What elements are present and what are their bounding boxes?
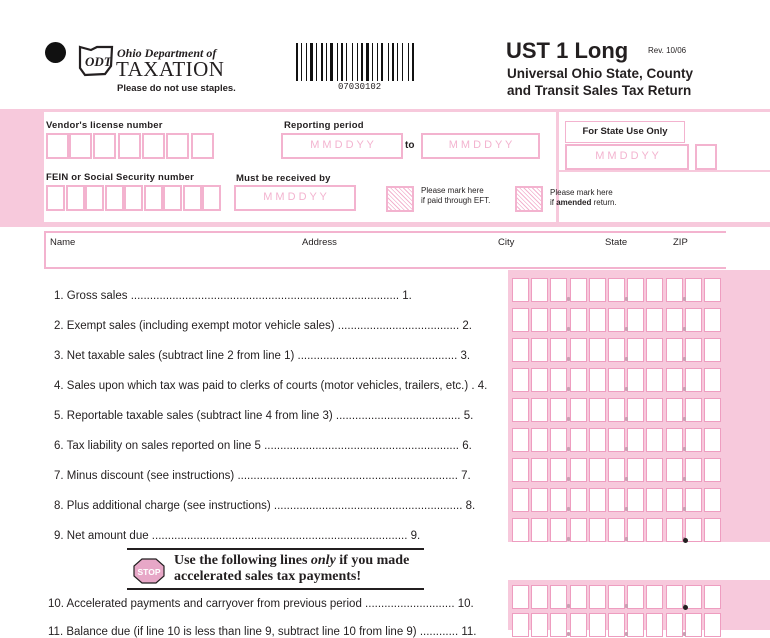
thousands-separator <box>625 477 628 481</box>
thousands-separator <box>625 604 628 608</box>
amount-digit-box[interactable] <box>608 518 625 542</box>
stop-note-rule-top <box>127 548 424 550</box>
amount-digit-box[interactable] <box>570 308 587 332</box>
barcode-bar <box>337 43 338 81</box>
amount-digit-box[interactable] <box>646 398 663 422</box>
amount-digit-box[interactable] <box>627 398 644 422</box>
address-zip-label: ZIP <box>673 237 688 248</box>
fein-digit[interactable] <box>202 185 221 211</box>
address-city-label: City <box>498 237 515 248</box>
amount-digit-box[interactable] <box>608 428 625 452</box>
amount-field[interactable] <box>512 338 722 362</box>
amount-digit-box[interactable] <box>589 488 606 512</box>
amount-digit-box[interactable] <box>627 428 644 452</box>
agency-name-line2: TAXATION <box>116 57 225 81</box>
reporting-period-label: Reporting period <box>284 120 364 131</box>
amount-digit-box[interactable] <box>646 458 663 482</box>
barcode-bar <box>408 43 409 81</box>
amount-digit-box[interactable] <box>685 488 702 512</box>
amount-digit-box[interactable] <box>608 308 625 332</box>
amount-digit-box[interactable] <box>685 398 702 422</box>
amount-digit-box[interactable] <box>570 338 587 362</box>
fein-digit[interactable] <box>183 185 202 211</box>
amount-digit-box[interactable] <box>646 368 663 392</box>
amount-digit-box[interactable] <box>550 308 567 332</box>
stop-sign-icon <box>133 558 165 584</box>
amended-note-prefix: if <box>550 198 557 207</box>
amount-digit-box[interactable] <box>570 398 587 422</box>
amount-digit-box[interactable] <box>627 585 644 609</box>
amended-note-bold: amended <box>556 198 592 207</box>
address-name-label: Name <box>50 237 76 248</box>
thousands-separator <box>625 447 628 451</box>
barcode-bar <box>346 43 347 81</box>
amount-digit-box[interactable] <box>531 308 548 332</box>
amount-digit-box[interactable] <box>512 308 529 332</box>
tax-line-label: 1. Gross sales .................................................................................... 1. <box>54 290 412 302</box>
state-use-placeholder: M M D D Y Y <box>595 150 659 162</box>
amount-field[interactable] <box>512 398 722 422</box>
amount-digit-box[interactable] <box>531 338 548 362</box>
amount-digit-box[interactable] <box>704 338 721 362</box>
amount-digit-box[interactable] <box>608 458 625 482</box>
amount-digit-box[interactable] <box>666 585 683 609</box>
stop-sign-text: STOP <box>137 567 161 577</box>
thousands-separator <box>625 327 628 331</box>
amended-note-line2 <box>550 198 617 208</box>
address-state-label: State <box>605 237 628 248</box>
amount-digit-box[interactable] <box>570 278 587 302</box>
barcode-bar <box>316 43 317 81</box>
barcode-bar <box>412 43 414 81</box>
amount-field[interactable] <box>512 278 722 302</box>
amount-digit-box[interactable] <box>685 338 702 362</box>
period-start-placeholder: M M D D Y Y <box>310 139 374 151</box>
amount-digit-box[interactable] <box>666 488 683 512</box>
amount-digit-box[interactable] <box>512 488 529 512</box>
amount-digit-box[interactable] <box>685 428 702 452</box>
amount-digit-box[interactable] <box>550 368 567 392</box>
amount-digit-box[interactable] <box>570 368 587 392</box>
amount-digit-box[interactable] <box>589 518 606 542</box>
amount-field[interactable] <box>512 368 722 392</box>
barcode-bar <box>366 43 369 81</box>
barcode-bar <box>326 43 327 81</box>
amount-digit-box[interactable] <box>550 585 567 609</box>
stop-note-pre: Use the following lines <box>174 553 311 568</box>
amount-digit-box[interactable] <box>627 368 644 392</box>
to-label: to <box>405 140 415 151</box>
amount-digit-box[interactable] <box>685 308 702 332</box>
eft-note-line1: Please mark here <box>421 186 484 195</box>
barcode-bar <box>381 43 383 81</box>
amount-digit-box[interactable] <box>704 518 721 542</box>
thousands-separator <box>683 327 686 331</box>
vendor-license-digit[interactable] <box>46 133 69 159</box>
amount-digit-box[interactable] <box>531 368 548 392</box>
thousands-separator <box>625 632 628 636</box>
revision-date: Rev. 10/06 <box>648 46 687 55</box>
barcode-bar <box>341 43 343 81</box>
amount-digit-box[interactable] <box>550 518 567 542</box>
amount-digit-box[interactable] <box>550 428 567 452</box>
amount-digit-box[interactable] <box>627 613 644 637</box>
thousands-separator <box>683 632 686 636</box>
amount-digit-box[interactable] <box>550 458 567 482</box>
amount-digit-box[interactable] <box>589 278 606 302</box>
amount-digit-box[interactable] <box>646 585 663 609</box>
amount-digit-box[interactable] <box>627 278 644 302</box>
tax-line-label: 6. Tax liability on sales reported on line 5 ............................................................. 6. <box>54 440 472 452</box>
address-address-label: Address <box>302 237 337 248</box>
thousands-separator <box>625 417 628 421</box>
barcode-bar <box>306 43 307 81</box>
eft-note-line2: if paid through EFT. <box>421 196 491 205</box>
amount-digit-box[interactable] <box>570 518 587 542</box>
must-receive-field[interactable] <box>234 185 356 211</box>
eft-checkbox[interactable] <box>386 186 414 212</box>
amount-digit-box[interactable] <box>531 488 548 512</box>
amount-digit-box[interactable] <box>512 338 529 362</box>
state-use-label: For State Use Only <box>582 126 668 137</box>
amount-digit-box[interactable] <box>704 458 721 482</box>
amount-field[interactable] <box>512 308 722 332</box>
barcode-bar <box>377 43 378 81</box>
thousands-separator <box>683 417 686 421</box>
amount-digit-box[interactable] <box>570 613 587 637</box>
amount-digit-box[interactable] <box>685 278 702 302</box>
barcode-bar <box>388 43 389 81</box>
barcode-bar <box>301 43 302 81</box>
barcode-bars <box>296 43 436 81</box>
stop-note-rule-bottom <box>127 588 424 590</box>
barcode-bar <box>330 43 333 81</box>
vendor-license-digit[interactable] <box>142 133 165 159</box>
amount-digit-box[interactable] <box>531 398 548 422</box>
stop-note-post: if you made <box>335 553 410 568</box>
amount-digit-box[interactable] <box>589 613 606 637</box>
vendor-license-digit[interactable] <box>166 133 189 159</box>
amount-digit-box[interactable] <box>704 428 721 452</box>
amount-field[interactable] <box>512 585 722 609</box>
tax-line-label: 9. Net amount due ................................................................................ 9. <box>54 530 421 542</box>
amount-digit-box[interactable] <box>704 278 721 302</box>
amount-digit-box[interactable] <box>646 278 663 302</box>
fein-digit[interactable] <box>66 185 85 211</box>
amount-digit-box[interactable] <box>512 398 529 422</box>
staple-note: Please do not use staples. <box>117 83 236 94</box>
thousands-separator <box>683 387 686 391</box>
amount-digit-box[interactable] <box>531 585 548 609</box>
amount-digit-box[interactable] <box>550 613 567 637</box>
must-receive-label: Must be received by <box>236 173 331 184</box>
amount-digit-box[interactable] <box>627 488 644 512</box>
amount-digit-box[interactable] <box>666 398 683 422</box>
amount-digit-box[interactable] <box>608 338 625 362</box>
amount-digit-box[interactable] <box>550 338 567 362</box>
amount-digit-box[interactable] <box>512 428 529 452</box>
amount-digit-box[interactable] <box>627 308 644 332</box>
amount-digit-box[interactable] <box>589 398 606 422</box>
vendor-license-digit[interactable] <box>93 133 116 159</box>
form-subtitle-line1: Universal Ohio State, County <box>507 66 694 81</box>
tax-line-label: 7. Minus discount (see instructions) ..................................................................... 7. <box>54 470 471 482</box>
amount-digit-box[interactable] <box>646 338 663 362</box>
thousands-separator <box>683 507 686 511</box>
tax-line-label: 2. Exempt sales (including exempt motor vehicle sales) ...................................... 2. <box>54 320 472 332</box>
amount-digit-box[interactable] <box>512 585 529 609</box>
amount-digit-box[interactable] <box>589 458 606 482</box>
tax-line-label: 8. Plus additional charge (see instructions) ........................................................... 8. <box>54 500 476 512</box>
state-use-date-field <box>565 144 689 170</box>
amount-digit-box[interactable] <box>704 613 721 637</box>
barcode-bar <box>296 43 298 81</box>
form-title: UST 1 Long <box>506 38 629 63</box>
accelerated-line-label: 10. Accelerated payments and carryover from previous period ............................ 10. <box>48 598 474 610</box>
amount-digit-box[interactable] <box>666 308 683 332</box>
amount-digit-box[interactable] <box>589 308 606 332</box>
amount-digit-box[interactable] <box>531 278 548 302</box>
barcode-bar <box>321 43 323 81</box>
amount-digit-box[interactable] <box>570 488 587 512</box>
amended-note-suffix: return. <box>591 198 617 207</box>
fein-label: FEIN or Social Security number <box>46 172 195 183</box>
amount-digit-box[interactable] <box>531 428 548 452</box>
barcode-bar <box>402 43 403 81</box>
thousands-separator <box>625 357 628 361</box>
vendor-license-label: Vendor's license number <box>46 120 163 131</box>
amount-digit-box[interactable] <box>570 428 587 452</box>
registration-mark <box>45 42 66 63</box>
fein-digit[interactable] <box>124 185 143 211</box>
decimal-point <box>683 605 688 610</box>
barcode-bar <box>361 43 363 81</box>
state-use-code-box <box>695 144 717 170</box>
amount-digit-box[interactable] <box>512 368 529 392</box>
barcode-bar <box>357 43 358 81</box>
amount-digit-box[interactable] <box>608 585 625 609</box>
amount-digit-box[interactable] <box>666 338 683 362</box>
state-use-title-box <box>565 121 685 143</box>
fein-field[interactable] <box>46 185 222 209</box>
amount-digit-box[interactable] <box>627 458 644 482</box>
amount-digit-box[interactable] <box>646 428 663 452</box>
barcode-bar <box>392 43 394 81</box>
amount-field[interactable] <box>512 613 722 637</box>
amount-digit-box[interactable] <box>685 368 702 392</box>
amount-field[interactable] <box>512 518 722 542</box>
amount-digit-box[interactable] <box>646 613 663 637</box>
amount-digit-box[interactable] <box>608 368 625 392</box>
thousands-separator <box>625 537 628 541</box>
amount-digit-box[interactable] <box>627 338 644 362</box>
ohio-outline-icon <box>77 44 115 78</box>
amount-digit-box[interactable] <box>666 458 683 482</box>
amount-digit-box[interactable] <box>646 518 663 542</box>
amount-digit-box[interactable] <box>608 398 625 422</box>
amount-digit-box[interactable] <box>550 488 567 512</box>
amount-digit-box[interactable] <box>608 278 625 302</box>
agency-logo <box>77 44 115 78</box>
fein-digit[interactable] <box>163 185 182 211</box>
fein-digit[interactable] <box>105 185 124 211</box>
amount-digit-box[interactable] <box>570 585 587 609</box>
tax-line-label: 3. Net taxable sales (subtract line 2 from line 1) .................................................. 3. <box>54 350 471 362</box>
amount-digit-box[interactable] <box>685 458 702 482</box>
amount-digit-box[interactable] <box>512 613 529 637</box>
thousands-separator <box>625 297 628 301</box>
tax-line-label: 4. Sales upon which tax was paid to clerks of courts (motor vehicles, trailers, etc.) . 4. <box>54 380 488 392</box>
amount-digit-box[interactable] <box>666 518 683 542</box>
amount-digit-box[interactable] <box>666 278 683 302</box>
thousands-separator <box>625 387 628 391</box>
amount-digit-box[interactable] <box>666 613 683 637</box>
tax-line-label: 5. Reportable taxable sales (subtract line 4 from line 3) ....................................... 5. <box>54 410 474 422</box>
amended-checkbox[interactable] <box>515 186 543 212</box>
fein-digit[interactable] <box>46 185 65 211</box>
amount-digit-box[interactable] <box>589 338 606 362</box>
amount-digit-box[interactable] <box>531 613 548 637</box>
amount-digit-box[interactable] <box>531 518 548 542</box>
stop-note-em: only <box>310 553 336 568</box>
thousands-separator <box>683 357 686 361</box>
barcode-bar <box>372 43 373 81</box>
barcode-number: 07030102 <box>338 82 382 92</box>
amended-note-line1: Please mark here <box>550 188 613 197</box>
amount-digit-box[interactable] <box>685 613 702 637</box>
amount-digit-box[interactable] <box>512 518 529 542</box>
form-subtitle-line2: and Transit Sales Tax Return <box>507 83 692 98</box>
amount-digit-box[interactable] <box>608 488 625 512</box>
svg-text:ODT: ODT <box>85 54 112 69</box>
thousands-separator <box>625 507 628 511</box>
vendor-license-digit[interactable] <box>191 133 214 159</box>
thousands-separator <box>683 297 686 301</box>
amount-digit-box[interactable] <box>646 308 663 332</box>
agency-name-line1: Ohio Department of <box>117 46 217 60</box>
amount-digit-box[interactable] <box>570 458 587 482</box>
amount-digit-box[interactable] <box>589 428 606 452</box>
barcode-bar <box>310 43 313 81</box>
must-receive-placeholder: M M D D Y Y <box>263 191 327 203</box>
amount-digit-box[interactable] <box>512 458 529 482</box>
fein-digit[interactable] <box>85 185 104 211</box>
amount-digit-box[interactable] <box>666 368 683 392</box>
amount-digit-box[interactable] <box>512 278 529 302</box>
thousands-separator <box>683 447 686 451</box>
fein-digit[interactable] <box>144 185 163 211</box>
stop-note-line1 <box>174 553 409 569</box>
decimal-point <box>683 538 688 543</box>
period-end-field[interactable] <box>421 133 540 159</box>
amount-digit-box[interactable] <box>704 488 721 512</box>
amount-field[interactable] <box>512 428 722 452</box>
amount-field[interactable] <box>512 458 722 482</box>
barcode-bar <box>352 43 353 81</box>
vendor-license-digit[interactable] <box>69 133 92 159</box>
amount-digit-box[interactable] <box>666 428 683 452</box>
amount-digit-box[interactable] <box>550 278 567 302</box>
vendor-license-field[interactable] <box>46 133 216 157</box>
period-start-field[interactable] <box>281 133 403 159</box>
amount-digit-box[interactable] <box>608 613 625 637</box>
amount-digit-box[interactable] <box>589 585 606 609</box>
vendor-license-digit[interactable] <box>118 133 141 159</box>
amount-digit-box[interactable] <box>550 398 567 422</box>
amount-digit-box[interactable] <box>704 398 721 422</box>
period-end-placeholder: M M D D Y Y <box>448 139 513 151</box>
stop-note-line2: accelerated sales tax payments! <box>174 569 362 584</box>
thousands-separator <box>683 477 686 481</box>
amount-digit-box[interactable] <box>704 585 721 609</box>
amount-digit-box[interactable] <box>704 308 721 332</box>
barcode <box>296 43 436 81</box>
amount-digit-box[interactable] <box>589 368 606 392</box>
amount-digit-box[interactable] <box>646 488 663 512</box>
amount-field[interactable] <box>512 488 722 512</box>
barcode-bar <box>397 43 398 81</box>
accelerated-line-label: 11. Balance due (if line 10 is less than line 9, subtract line 10 from line 9) ............ 11. <box>48 626 477 638</box>
amount-digit-box[interactable] <box>704 368 721 392</box>
amount-digit-box[interactable] <box>531 458 548 482</box>
amount-digit-box[interactable] <box>627 518 644 542</box>
